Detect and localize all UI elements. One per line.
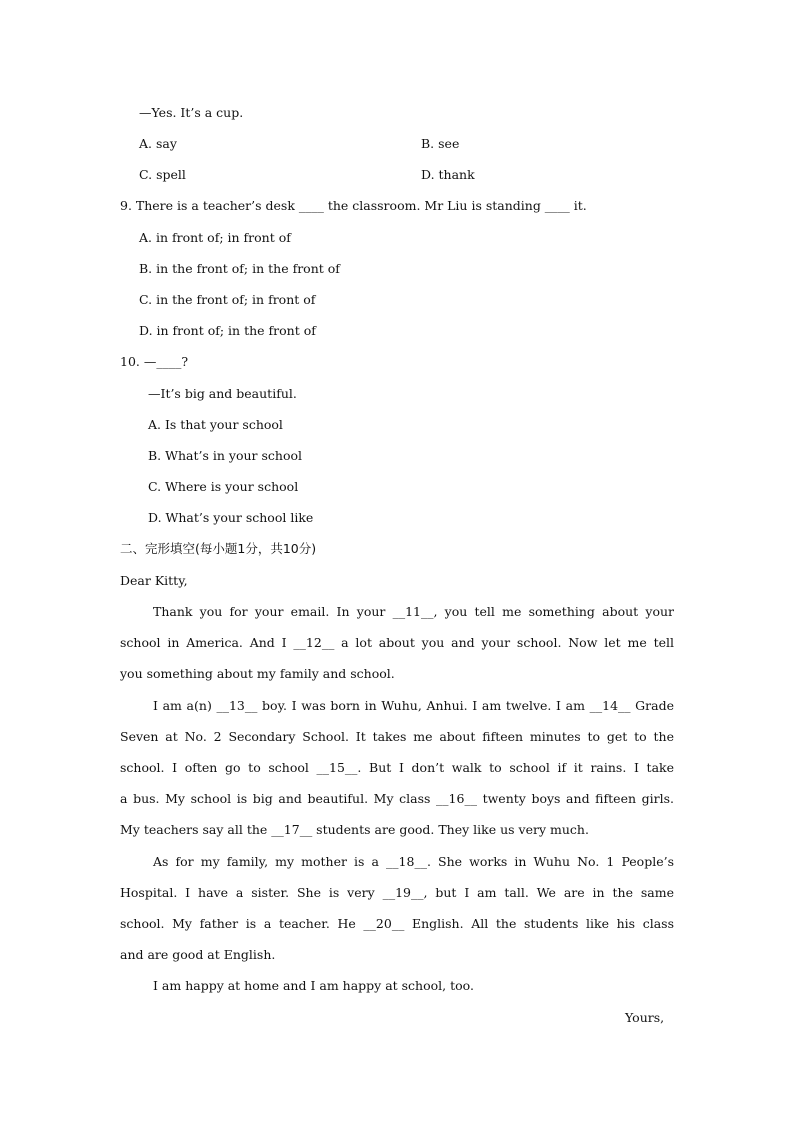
letter-closing: Yours, — [625, 1010, 665, 1025]
q9-stem: 9. There is a teacher’s desk ____ the classroom. Mr Liu is standing ____ it. — [120, 198, 587, 213]
letter-greeting: Dear Kitty, — [120, 573, 188, 588]
letter-p4-line1: I am happy at home and I am happy at school, too. — [153, 978, 474, 993]
section-heading: 二、完形填空(每小题1分，共10分) — [120, 541, 317, 556]
q9-option-d: D. in front of; in the front of — [139, 323, 316, 338]
q9-option-a: A. in front of; in front of — [139, 230, 291, 245]
q8-answer-line: —Yes. It’s a cup. — [139, 105, 244, 120]
q9-option-c: C. in the front of; in front of — [139, 292, 316, 307]
letter-p3-line1: As for my family, my mother is a __18__. She works in Wuhu No. 1 People’s — [153, 854, 674, 869]
letter-p1-line2: school in America. And I __12__ a lot about you and your school. Now let me tell — [120, 635, 674, 650]
q10-option-d: D. What’s your school like — [148, 510, 314, 525]
letter-p2-line4: a bus. My school is big and beautiful. My class __16__ twenty boys and fifteen girls. — [120, 791, 674, 806]
q8-option-c: C. spell — [139, 167, 186, 182]
q8-option-d: D. thank — [421, 167, 475, 182]
q8-option-b: B. see — [421, 136, 460, 151]
letter-p2-line1: I am a(n) __13__ boy. I was born in Wuhu, Anhui. I am twelve. I am __14__ Grade — [153, 698, 674, 713]
q10-answer-line: —It’s big and beautiful. — [148, 386, 297, 401]
q10-option-b: B. What’s in your school — [148, 448, 302, 463]
q8-option-a: A. say — [139, 136, 177, 151]
letter-p2-line3: school. I often go to school __15__. But I don’t walk to school if it rains. I take — [120, 760, 674, 775]
letter-p3-line2: Hospital. I have a sister. She is very __19__, but I am tall. We are in the same — [120, 885, 674, 900]
q10-option-c: C. Where is your school — [148, 479, 299, 494]
q10-stem: 10. —____? — [120, 354, 189, 369]
letter-p1-line3: you something about my family and school. — [120, 666, 395, 681]
q10-option-a: A. Is that your school — [148, 417, 283, 432]
letter-p3-line3: school. My father is a teacher. He __20__ English. All the students like his class — [120, 916, 674, 931]
letter-p2-line2: Seven at No. 2 Secondary School. It takes me about fifteen minutes to get to the — [120, 729, 674, 744]
letter-p1-line1: Thank you for your email. In your __11__, you tell me something about your — [153, 604, 674, 619]
letter-p3-line4: and are good at English. — [120, 947, 276, 962]
q9-option-b: B. in the front of; in the front of — [139, 261, 340, 276]
letter-p2-line5: My teachers say all the __17__ students are good. They like us very much. — [120, 822, 589, 837]
